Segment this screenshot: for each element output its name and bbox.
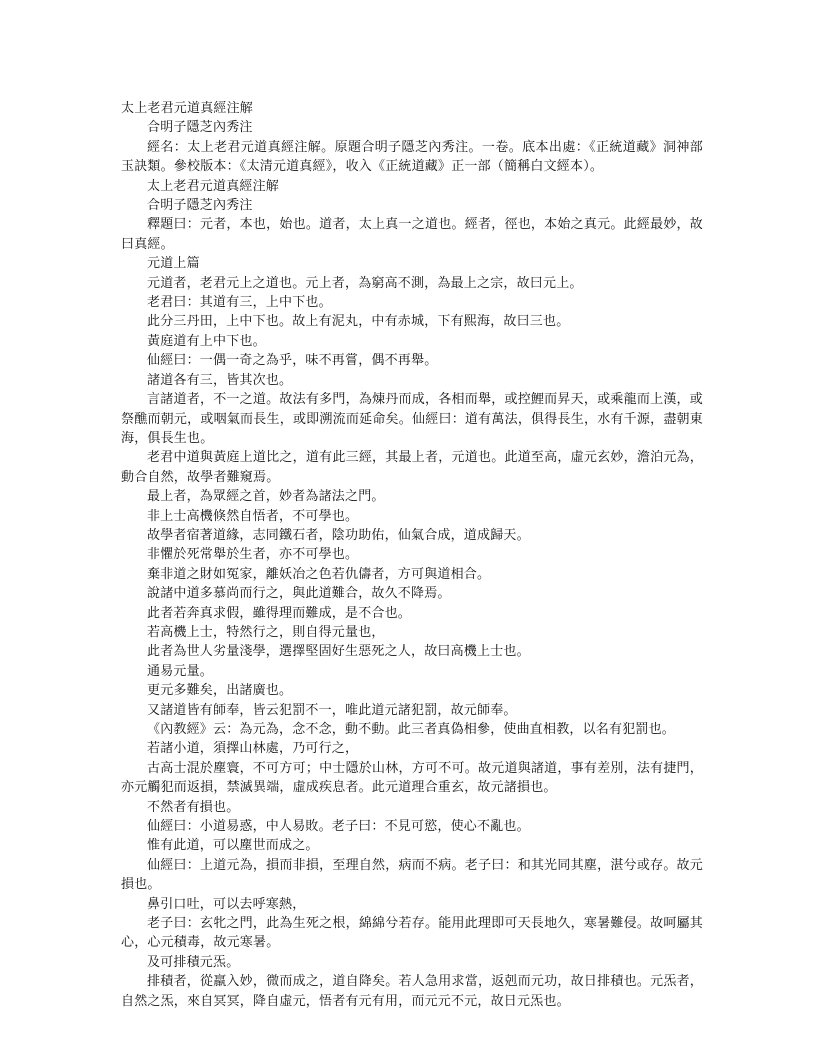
paragraph: 最上者，為眾經之首，妙者為諸法之門。 [147,489,385,505]
paragraph: 古高士混於塵寰，不可方可；中士隱於山林，方可不可。故元道與諸道，事有差別，法有捷門，亦元觸犯而返損，禁滅異端，虛成疾息者。此元道理合重玄，故元諸損也。 [121,760,703,796]
paragraph: 故學者宿著道緣，志同鐵石者，陰功助佑，仙氣合成，道成歸天。 [147,527,530,543]
paragraph: 老君中道與黃庭上道比之，道有此三經，其最上者，元道也。此道至高，虛元玄妙，澹泊元為，動合自然，故學者難窺焉。 [121,450,703,485]
paragraph: 黃庭道有上中下也。 [147,333,266,349]
paragraph: 通易元量。 [147,663,214,679]
paragraph: 非懼於死常舉於生者，亦不可學也。 [147,547,359,563]
paragraph: 此分三丹田，上中下也。故上有泥丸，中有赤城，下有熙海，故曰三也。 [147,314,570,330]
paragraph: 釋題曰：元者，本也，始也。道者，太上真一之道也。經者，徑也，本始之真元。此經最妙，故曰真經。 [121,217,703,252]
paragraph: 鼻引口吐，可以去呼寒熱， [147,896,306,912]
paragraph: 此者為世人劣量淺學，選擇堅固好生惡死之人，故曰高機上士也。 [147,644,530,660]
paragraph: 不然者有損也。 [147,799,240,815]
paragraph: 更元多難矣，出諸廣也。 [147,683,293,699]
paragraph: 若諸小道，須擇山林處，乃可行之， [147,741,359,757]
paragraph: 元道者，老君元上之道也。元上者，為窮高不測，為最上之宗，故曰元上。 [147,275,583,291]
paragraph: 說諸中道多慕尚而行之，與此道難合，故久不降焉。 [147,586,451,602]
paragraph: 元道上篇 [147,256,200,272]
paragraph: 棄非道之財如冤家，離妖冶之色若仇儔者，方可與道相合。 [147,566,491,582]
paragraph: 《內教經》云：為元為，念不念，動不動。此三者真偽相參，使曲直相教，以名有犯罰也。 [147,722,676,737]
paragraph: 又諸道皆有師奉，皆云犯罰不一，唯此道元諸犯罰，故元師奉。 [147,702,517,718]
paragraph: 老君曰：其道有三，上中下也。 [147,295,332,311]
paragraph: 及可排積元炁。 [147,954,240,970]
paragraph: 若高機上士，特然行之，則自得元量也， [147,624,385,640]
paragraph: 言諸道者，不一之道。故法有多門，為煉丹而成，各相而舉，或控鯉而昇天，或乘龍而上漢，或祭醮而朝元，或咽氣而長生，或即溯流而延命矣。仙經曰：道有萬法，俱得長生，水有千源，盡朝東海，俱長生也。 [121,392,703,446]
paragraph: 太上老君元道真經注解 [147,178,280,194]
paragraph: 合明子隱芝內秀注 [147,120,253,136]
document-title: 太上老君元道真經注解 [121,101,254,116]
paragraph: 仙經曰：小道易惑，中人易敗。老子曰：不見可慾，使心不亂也。 [147,819,530,835]
document-page [121,99,703,1011]
paragraph: 合明子隱芝內秀注 [147,198,253,214]
paragraph: 非上士高機倏然自悟者，不可學也。 [147,508,359,524]
paragraph: 惟有此道，可以塵世而成之。 [147,838,319,854]
paragraph: 仙經曰：上道元為，損而非損，至理自然，病而不病。老子曰：和其光同其塵，湛兮或存。故元損也。 [121,857,703,893]
paragraph: 經名：太上老君元道真經注解。原題合明子隱芝內秀注。一卷。底本出處：《正統道藏》洞神部玉訣類。參校版本：《太清元道真經》，收入《正統道藏》正一部（簡稱白文經本）。 [121,139,703,175]
paragraph: 排積者，從羸入妙，微而成之，道自降矣。若人急用求當，返剋而元功，故日排積也。元炁者，自然之炁，來自冥冥，降自虛元，悟者有元有用，而元元不元，故日元炁也。 [121,974,703,1009]
paragraph: 仙經曰：一偶一奇之為乎，味不再嘗，偶不再舉。 [147,353,438,369]
paragraph: 老子曰：玄牝之門，此為生死之根，綿綿兮若存。能用此理即可天長地久，寒暑難侵。故呵屬其心，心元積毒，故元寒暑。 [121,916,703,951]
paragraph: 諸道各有三，皆其次也。 [147,372,293,388]
paragraph: 此者若奔真求假，雖得理而難成，是不合也。 [147,605,412,621]
